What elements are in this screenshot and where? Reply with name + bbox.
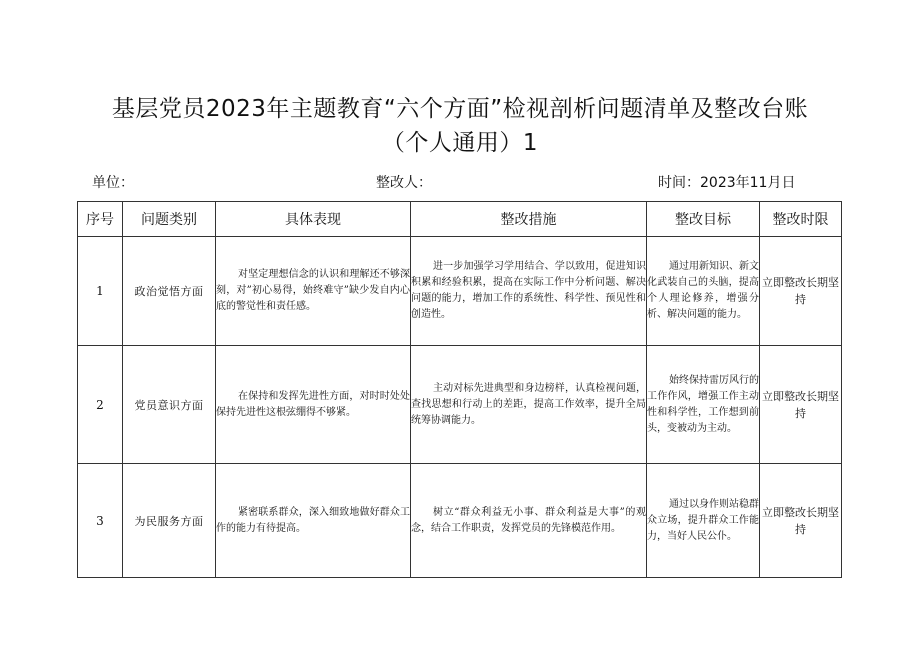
row-deadline: 立即整改长期坚持 xyxy=(760,346,842,464)
header-performance: 具体表现 xyxy=(216,202,411,237)
row-performance xyxy=(216,346,411,464)
row-deadline: 立即整改长期坚持 xyxy=(760,464,842,578)
row-measures xyxy=(411,237,647,346)
row-target xyxy=(647,237,760,346)
row-measures xyxy=(411,464,647,578)
row-number: 2 xyxy=(78,346,123,464)
measures-text: 进一步加强学习学用结合、学以致用，促进知识积累和经验积累，提高在实际工作中分析问题、解决问题的能力，增加工作的系统性、科学性、预见性和创造性。 xyxy=(411,261,646,320)
table-header-row xyxy=(78,202,842,237)
rectification-ledger-table xyxy=(77,201,842,578)
rectifier-label: 整改人： xyxy=(376,175,432,191)
header-no: 序号 xyxy=(78,202,123,237)
row-category: 政治觉悟方面 xyxy=(123,237,216,346)
row-category: 为民服务方面 xyxy=(123,464,216,578)
unit-label: 单位： xyxy=(92,175,134,191)
row-target xyxy=(647,346,760,464)
title-line-2: （个人通用）1 xyxy=(381,130,539,156)
measures-text: 主动对标先进典型和身边榜样，认真检视问题，查找思想和行动上的差距，提高工作效率，提升全局统筹协调能力。 xyxy=(411,382,646,426)
target-text: 通过用新知识、新文化武装自己的头脑，提高个人理论修养，增强分析、解决问题的能力。 xyxy=(647,261,759,320)
table-row xyxy=(78,346,842,464)
row-deadline: 立即整改长期坚持 xyxy=(760,237,842,346)
performance-text: 对坚定理想信念的认识和理解还不够深刻，对”初心易得，始终难守”缺少发自内心底的警觉性和责任感。 xyxy=(216,269,410,312)
performance-text: 紧密联系群众，深入细致地做好群众工作的能力有待提高。 xyxy=(216,506,410,534)
header-target: 整改目标 xyxy=(647,202,760,237)
row-performance xyxy=(216,464,411,578)
row-category: 党员意识方面 xyxy=(123,346,216,464)
table-row xyxy=(78,464,842,578)
row-performance xyxy=(216,237,411,346)
performance-text: 在保持和发挥先进性方面，对时时处处保持先进性这根弦绷得不够紧。 xyxy=(216,390,410,418)
row-target xyxy=(647,464,760,578)
row-number: 1 xyxy=(78,237,123,346)
target-text: 始终保持雷厉风行的工作作风，增强工作主动性和科学性，工作想到前头，变被动为主动。 xyxy=(647,374,759,434)
header-category: 问题类别 xyxy=(123,202,216,237)
time-label: 时间：2023年11月日 xyxy=(658,175,796,191)
header-deadline: 整改时限 xyxy=(760,202,842,237)
row-measures xyxy=(411,346,647,464)
row-number: 3 xyxy=(78,464,123,578)
header-measures: 整改措施 xyxy=(411,202,647,237)
table-row xyxy=(78,237,842,346)
title-line-1: 基层党员2023年主题教育“六个方面”检视剖析问题清单及整改台账 xyxy=(111,96,809,122)
target-text: 通过以身作则站稳群众立场，提升群众工作能力，当好人民公仆。 xyxy=(647,498,759,542)
measures-text: 树立“群众利益无小事、群众利益是大事”的观念，结合工作职责，发挥党员的先锋模范作用。 xyxy=(411,506,646,534)
document-title xyxy=(60,92,860,160)
